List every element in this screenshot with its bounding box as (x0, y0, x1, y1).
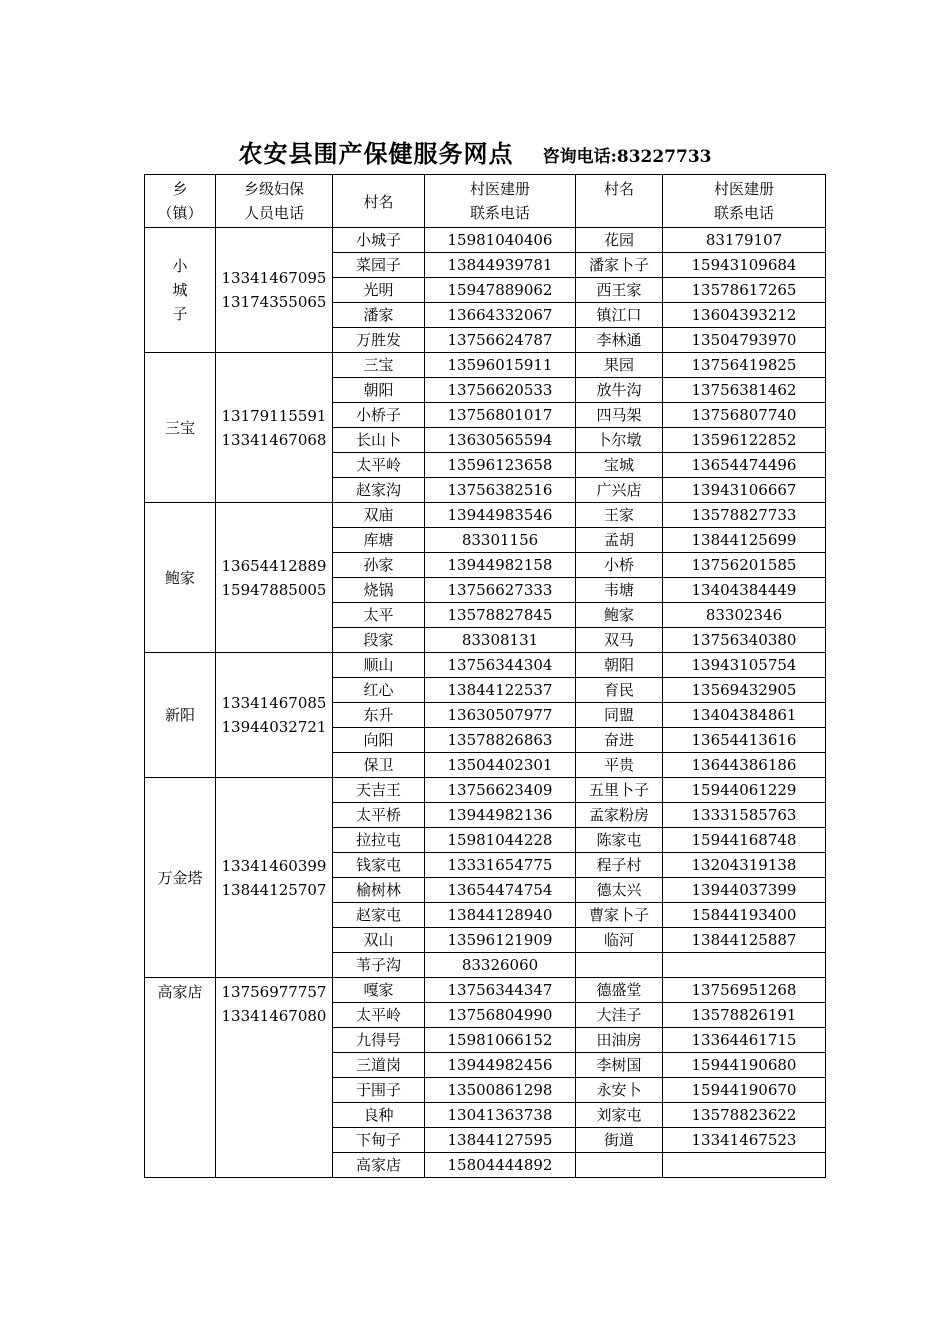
staff-phone: 13174355065 (221, 293, 327, 311)
doctor-phone-2: 13756340380 (663, 628, 826, 653)
village-name-1: 光明 (333, 278, 425, 303)
staff-phone: 13341467095 (221, 269, 327, 287)
village-name-2: 鲍家 (576, 603, 663, 628)
staff-phone-cell (216, 653, 333, 778)
header-doctor-2-line2: 联系电话 (713, 204, 774, 222)
village-name-2: 永安卜 (576, 1078, 663, 1103)
village-name-2: 放牛沟 (576, 378, 663, 403)
village-name-2: 镇江口 (576, 303, 663, 328)
doctor-phone-1: 13944982136 (425, 803, 576, 828)
village-name-2: 宝城 (576, 453, 663, 478)
village-name-2: 陈家屯 (576, 828, 663, 853)
doctor-phone-2: 13844125699 (663, 528, 826, 553)
header-staff-line1: 乡级妇保 (243, 180, 304, 198)
village-name-1: 潘家 (333, 303, 425, 328)
doctor-phone-2: 13578827733 (663, 503, 826, 528)
village-name-1: 天吉王 (333, 778, 425, 803)
village-name-1: 嘎家 (333, 978, 425, 1003)
village-name-1: 万胜发 (333, 328, 425, 353)
doctor-phone-2: 13364461715 (663, 1028, 826, 1053)
village-name-2: 李林通 (576, 328, 663, 353)
town-name-line: 子 (172, 305, 188, 323)
doctor-phone-1: 83301156 (425, 528, 576, 553)
doctor-phone-1: 15981044228 (425, 828, 576, 853)
village-name-1: 菜园子 (333, 253, 425, 278)
town-cell (145, 353, 216, 503)
header-staff-line2: 人员电话 (243, 204, 304, 222)
village-name-1: 东升 (333, 703, 425, 728)
table-header-row (145, 175, 826, 228)
staff-phone: 13341467068 (221, 430, 327, 449)
village-name-2: 果园 (576, 353, 663, 378)
village-name-1: 高家店 (333, 1153, 425, 1178)
village-name-2: 奋进 (576, 728, 663, 753)
doctor-phone-2: 15944061229 (663, 778, 826, 803)
village-name-1: 榆树林 (333, 878, 425, 903)
town-name-line: 三宝 (164, 418, 195, 437)
header-village-1: 村名 (333, 175, 425, 228)
village-name-2: 潘家卜子 (576, 253, 663, 278)
village-name-2 (576, 1153, 663, 1178)
village-name-2: 同盟 (576, 703, 663, 728)
doctor-phone-2: 13578823622 (663, 1103, 826, 1128)
doctor-phone-2: 13204319138 (663, 853, 826, 878)
doctor-phone-2: 13756201585 (663, 553, 826, 578)
doctor-phone-2: 13604393212 (663, 303, 826, 328)
village-name-1: 拉拉屯 (333, 828, 425, 853)
page-title: 农安县围产保健服务网点 (238, 139, 514, 168)
doctor-phone-2: 15944168748 (663, 828, 826, 853)
doctor-phone-1: 13756620533 (425, 378, 576, 403)
doctor-phone-1: 13630507977 (425, 703, 576, 728)
doctor-phone-2: 13596122852 (663, 428, 826, 453)
village-name-2: 德盛堂 (576, 978, 663, 1003)
village-name-1: 太平岭 (333, 1003, 425, 1028)
village-name-2: 朝阳 (576, 653, 663, 678)
staff-phone: 13844125707 (221, 880, 327, 899)
header-doctor-1-line2: 联系电话 (469, 204, 530, 222)
village-name-2: 双马 (576, 628, 663, 653)
doctor-phone-1: 13756624787 (425, 328, 576, 353)
doctor-phone-2: 83179107 (663, 228, 826, 253)
village-name-1: 太平 (333, 603, 425, 628)
doctor-phone-2: 83302346 (663, 603, 826, 628)
doctor-phone-2: 13404384449 (663, 578, 826, 603)
doctor-phone-1: 13756344304 (425, 653, 576, 678)
village-name-2: 平贵 (576, 753, 663, 778)
village-name-1: 小城子 (333, 228, 425, 253)
table-row (145, 653, 826, 678)
village-name-1: 太平桥 (333, 803, 425, 828)
staff-phone: 13654412889 (221, 556, 327, 575)
header-village-2: 村名 (576, 175, 663, 228)
doctor-phone-2: 15944190670 (663, 1078, 826, 1103)
doctor-phone-2: 13844125887 (663, 928, 826, 953)
doctor-phone-2: 13331585763 (663, 803, 826, 828)
header-doctor-2 (663, 175, 826, 228)
village-name-2: 德太兴 (576, 878, 663, 903)
town-name-line: 高家店 (157, 983, 203, 1001)
staff-phone: 13944032721 (221, 718, 327, 736)
doctor-phone-2: 13943105754 (663, 653, 826, 678)
village-name-2: 卜尔墩 (576, 428, 663, 453)
doctor-phone-1: 13944982456 (425, 1053, 576, 1078)
village-name-2: 广兴店 (576, 478, 663, 503)
village-name-1: 九得号 (333, 1028, 425, 1053)
doctor-phone-2: 13756807740 (663, 403, 826, 428)
village-name-1: 太平岭 (333, 453, 425, 478)
village-name-1: 孙家 (333, 553, 425, 578)
village-name-2: 小桥 (576, 553, 663, 578)
village-name-1: 朝阳 (333, 378, 425, 403)
doctor-phone-2: 13341467523 (663, 1128, 826, 1153)
town-cell (145, 228, 216, 353)
doctor-phone-2: 13756419825 (663, 353, 826, 378)
village-name-1: 赵家屯 (333, 903, 425, 928)
town-name-line: 小 (172, 257, 188, 275)
consult-phone: 咨询电话:83227733 (542, 147, 712, 167)
town-name-line: 万金塔 (157, 868, 203, 887)
doctor-phone-1: 13844128940 (425, 903, 576, 928)
doctor-phone-2: 13569432905 (663, 678, 826, 703)
doctor-phone-1: 15947889062 (425, 278, 576, 303)
town-cell (145, 978, 216, 1178)
village-name-2: 临河 (576, 928, 663, 953)
doctor-phone-1: 13504402301 (425, 753, 576, 778)
village-name-2: 王家 (576, 503, 663, 528)
doctor-phone-2: 13654413616 (663, 728, 826, 753)
header-doctor-1 (425, 175, 576, 228)
town-cell (145, 778, 216, 978)
village-name-1: 苇子沟 (333, 953, 425, 978)
doctor-phone-2: 13944037399 (663, 878, 826, 903)
village-name-1: 库塘 (333, 528, 425, 553)
village-name-2: 街道 (576, 1128, 663, 1153)
village-name-2: 育民 (576, 678, 663, 703)
staff-phone: 13179115591 (221, 406, 327, 425)
village-name-1: 双山 (333, 928, 425, 953)
village-name-2: 五里卜子 (576, 778, 663, 803)
doctor-phone-2: 15943109684 (663, 253, 826, 278)
doctor-phone-1: 13944983546 (425, 503, 576, 528)
table-row (145, 503, 826, 528)
village-name-2: 田油房 (576, 1028, 663, 1053)
doctor-phone-2: 13578826191 (663, 1003, 826, 1028)
village-name-1: 向阳 (333, 728, 425, 753)
table-row (145, 978, 826, 1003)
village-name-1: 双庙 (333, 503, 425, 528)
doctor-phone-1: 13756627333 (425, 578, 576, 603)
doctor-phone-1: 13596123658 (425, 453, 576, 478)
doctor-phone-2: 13644386186 (663, 753, 826, 778)
doctor-phone-1: 13756801017 (425, 403, 576, 428)
doctor-phone-1: 15804444892 (425, 1153, 576, 1178)
doctor-phone-1: 13041363738 (425, 1103, 576, 1128)
doctor-phone-1: 83326060 (425, 953, 576, 978)
doctor-phone-1: 13596121909 (425, 928, 576, 953)
doctor-phone-2: 15944190680 (663, 1053, 826, 1078)
village-name-2: 孟胡 (576, 528, 663, 553)
doctor-phone-1: 13654474754 (425, 878, 576, 903)
doctor-phone-1: 13756804990 (425, 1003, 576, 1028)
doctor-phone-1: 13664332067 (425, 303, 576, 328)
village-name-1: 钱家屯 (333, 853, 425, 878)
doctor-phone-2: 13654474496 (663, 453, 826, 478)
doctor-phone-2: 13404384861 (663, 703, 826, 728)
doctor-phone-1: 13844127595 (425, 1128, 576, 1153)
staff-phone: 13341460399 (221, 856, 327, 875)
village-name-2: 刘家屯 (576, 1103, 663, 1128)
doctor-phone-1: 83308131 (425, 628, 576, 653)
village-name-1: 于围子 (333, 1078, 425, 1103)
town-name-line: 城 (172, 281, 188, 299)
doctor-phone-2 (663, 953, 826, 978)
town-cell (145, 653, 216, 778)
village-name-2: 曹家卜子 (576, 903, 663, 928)
town-name-line: 新阳 (164, 706, 195, 724)
service-points-table (144, 174, 826, 1178)
village-name-2: 花园 (576, 228, 663, 253)
staff-phone-cell (216, 978, 333, 1178)
village-name-2 (576, 953, 663, 978)
village-name-1: 良种 (333, 1103, 425, 1128)
doctor-phone-1: 13500861298 (425, 1078, 576, 1103)
header-town-line1: 乡 (172, 180, 188, 198)
doctor-phone-1: 13756344347 (425, 978, 576, 1003)
village-name-1: 下甸子 (333, 1128, 425, 1153)
doctor-phone-2: 15844193400 (663, 903, 826, 928)
staff-phone-cell (216, 778, 333, 978)
header-town-line2: （镇） (157, 204, 203, 222)
staff-phone-cell (216, 228, 333, 353)
table-row (145, 778, 826, 803)
town-name-line: 鲍家 (164, 568, 195, 587)
header-staff (216, 175, 333, 228)
doctor-phone-2: 13756951268 (663, 978, 826, 1003)
table-row (145, 353, 826, 378)
doctor-phone-1: 13578826863 (425, 728, 576, 753)
table-row (145, 228, 826, 253)
village-name-2: 孟家粉房 (576, 803, 663, 828)
doctor-phone-1: 13630565594 (425, 428, 576, 453)
table-body (145, 228, 826, 1178)
page-title-area (0, 134, 950, 169)
village-name-1: 段家 (333, 628, 425, 653)
doctor-phone-2: 13756381462 (663, 378, 826, 403)
doctor-phone-1: 13596015911 (425, 353, 576, 378)
header-doctor-1-line1: 村医建册 (469, 180, 530, 198)
doctor-phone-1: 15981040406 (425, 228, 576, 253)
village-name-2: 韦塘 (576, 578, 663, 603)
staff-phone: 13341467080 (221, 1007, 327, 1025)
village-name-2: 四马架 (576, 403, 663, 428)
doctor-phone-1: 15981066152 (425, 1028, 576, 1053)
doctor-phone-1: 13844122537 (425, 678, 576, 703)
village-name-1: 长山卜 (333, 428, 425, 453)
village-name-2: 西王家 (576, 278, 663, 303)
village-name-2: 程子村 (576, 853, 663, 878)
staff-phone: 13341467085 (221, 694, 327, 712)
staff-phone: 13756977757 (221, 983, 327, 1001)
staff-phone-cell (216, 353, 333, 503)
doctor-phone-2: 13943106667 (663, 478, 826, 503)
doctor-phone-1: 13844939781 (425, 253, 576, 278)
village-name-1: 顺山 (333, 653, 425, 678)
village-name-1: 烧锅 (333, 578, 425, 603)
village-name-1: 三道岗 (333, 1053, 425, 1078)
doctor-phone-1: 13944982158 (425, 553, 576, 578)
village-name-1: 赵家沟 (333, 478, 425, 503)
doctor-phone-2: 13578617265 (663, 278, 826, 303)
village-name-2: 李树国 (576, 1053, 663, 1078)
village-name-2: 大洼子 (576, 1003, 663, 1028)
village-name-1: 小桥子 (333, 403, 425, 428)
doctor-phone-2 (663, 1153, 826, 1178)
doctor-phone-1: 13331654775 (425, 853, 576, 878)
header-doctor-2-line1: 村医建册 (713, 180, 774, 198)
staff-phone-cell (216, 503, 333, 653)
doctor-phone-2: 13504793970 (663, 328, 826, 353)
doctor-phone-1: 13756623409 (425, 778, 576, 803)
town-cell (145, 503, 216, 653)
village-name-1: 红心 (333, 678, 425, 703)
village-name-1: 保卫 (333, 753, 425, 778)
header-town (145, 175, 216, 228)
village-name-1: 三宝 (333, 353, 425, 378)
doctor-phone-1: 13756382516 (425, 478, 576, 503)
doctor-phone-1: 13578827845 (425, 603, 576, 628)
staff-phone: 15947885005 (221, 580, 327, 599)
